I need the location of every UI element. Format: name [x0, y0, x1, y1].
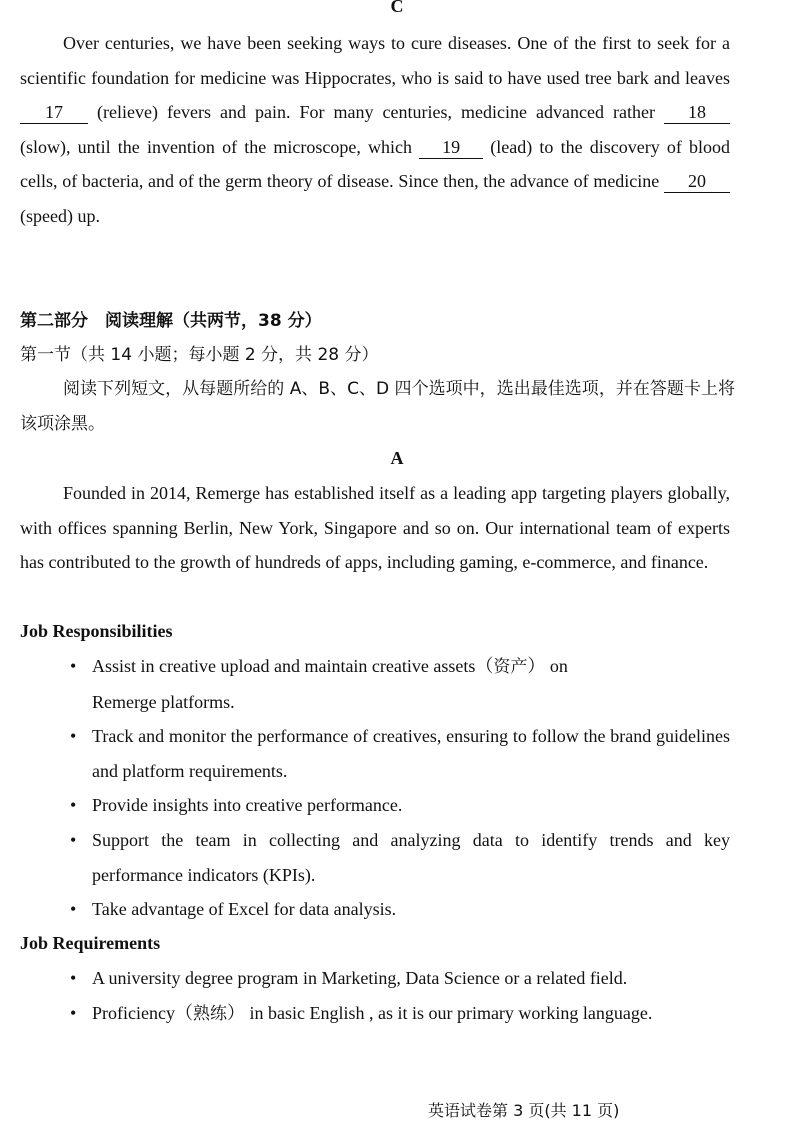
blank-18: 18 [664, 101, 730, 124]
section-one-title: 第一节（共 14 小题；每小题 2 分，共 28 分） [20, 345, 379, 365]
responsibility-1-text-line2: Remerge platforms. [92, 691, 235, 712]
list-item [20, 719, 730, 788]
responsibility-4-text: Support the team in collecting and analyzing data to identify trends and key performance indicators (KPIs). [92, 829, 730, 885]
requirement-1-text: A university degree program in Marketing, Data Science or a related field. [92, 968, 628, 988]
passage-c-text-1: Over centuries, we have been seeking ways to cure diseases. One of the first to seek for a scientific foundation for medicine was Hippocrates, who is said to have used tree bark and leaves [20, 33, 730, 88]
blank-20: 20 [664, 170, 730, 193]
responsibility-1-cjk: 资产 [493, 657, 528, 677]
passage-c-text-3: (slow), until the invention of the microscope, which [20, 136, 420, 157]
blank-17: 17 [20, 101, 88, 124]
passage-c-text-5: (speed) up. [20, 205, 100, 226]
requirements-list [20, 961, 730, 1031]
bullet-icon: • [70, 1002, 77, 1023]
list-item [20, 649, 730, 719]
passage-c-text-4: (lead) to the discovery of blood cells, of bacteria, and of the germ theory of disease. Since then, the advance of medicine [20, 136, 731, 192]
requirement-2-text: Proficiency（ [92, 1002, 193, 1023]
list-item [20, 788, 730, 823]
blank-19: 19 [419, 136, 483, 159]
bullet-icon: • [70, 829, 77, 850]
list-item [20, 996, 730, 1032]
part-two-title: 第二部分 阅读理解（共两节，38 分） [20, 311, 322, 331]
section-a-heading: A [390, 448, 404, 468]
requirement-2-text-end: ） in basic English , as it is our primary working language. [226, 1002, 653, 1023]
passage-c [20, 26, 730, 234]
bullet-icon: • [70, 795, 77, 816]
page-footer: 英语试卷第 3 页(共 11 页) [428, 1101, 620, 1120]
job-responsibilities-title: Job Responsibilities [20, 621, 173, 641]
responsibility-3-text: Provide insights into creative performance. [92, 795, 403, 816]
bullet-icon: • [70, 726, 77, 747]
responsibility-1-text-end: ） on [527, 656, 568, 676]
job-requirements-title: Job Requirements [20, 933, 161, 953]
responsibility-1-text: Assist in creative upload and maintain creative assets（ [92, 656, 494, 676]
passage-c-text-2: (relieve) fevers and pain. For many centuries, medicine advanced rather [88, 102, 664, 123]
list-item [20, 823, 730, 892]
section-c-heading: C [390, 0, 404, 16]
responsibility-2-text: Track and monitor the performance of creatives, ensuring to follow the brand guidelines and platform requirements. [92, 726, 730, 781]
bullet-icon: • [70, 656, 77, 676]
requirement-2-cjk: 熟练 [192, 1003, 227, 1024]
bullet-icon: • [70, 968, 77, 988]
reading-instructions: 阅读下列短文，从每题所给的 A、B、C、D 四个选项中，选出最佳选项，并在答题卡上将该项涂黑。 [20, 379, 735, 434]
list-item [20, 961, 730, 996]
list-item [20, 892, 730, 927]
responsibilities-list [20, 649, 730, 927]
bullet-icon: • [70, 899, 77, 920]
passage-a-intro: Founded in 2014, Remerge has established itself as a leading app targeting players globally, with offices spanning Berlin, New York, Singapore and so on. Our international team of experts has contributed to the growth of hundreds of apps, including gaming, e-commerce, and finance. [20, 483, 730, 573]
responsibility-5-text: Take advantage of Excel for data analysis. [92, 899, 397, 920]
